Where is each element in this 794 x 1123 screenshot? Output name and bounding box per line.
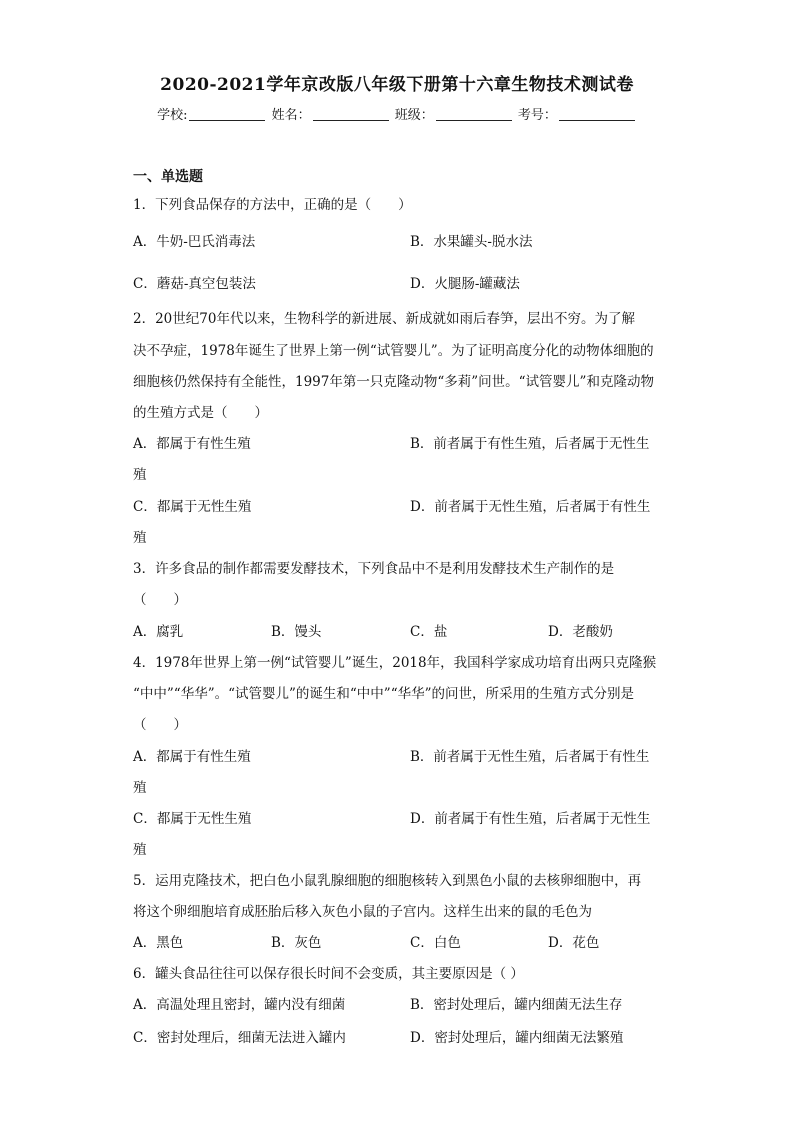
question-6-option-a[interactable]: A．高温处理且密封，罐内没有细菌: [133, 997, 346, 1013]
question-6-option-b[interactable]: B．密封处理后，罐内细菌无法生存: [410, 997, 623, 1013]
question-4-option-d-wrap: 殖: [133, 842, 147, 858]
question-4-stem-line-2: “中中”“华华”。“试管婴儿”的诞生和“中中”“华华”的问世，所采用的生殖方式分别是: [133, 686, 635, 702]
question-2-option-c[interactable]: C．都属于无性生殖: [133, 499, 252, 515]
question-5-option-a[interactable]: A．黑色: [133, 935, 184, 951]
school-blank[interactable]: [189, 107, 265, 121]
school-label: 学校:: [157, 108, 188, 123]
question-2-stem-line-2: 决不孕症，1978年诞生了世界上第一例“试管婴儿”。为了证明高度分化的动物体细胞的: [133, 343, 654, 359]
student-info-line: [0, 104, 794, 123]
question-4-option-d[interactable]: D．前者属于有性生殖，后者属于无性生: [410, 811, 651, 827]
question-1-option-b[interactable]: B．水果罐头-脱水法: [410, 234, 533, 250]
question-2-option-b-wrap: 殖: [133, 467, 147, 483]
question-5-option-b[interactable]: B．灰色: [271, 935, 322, 951]
question-2-stem-line-1: 2．20世纪70年代以来，生物科学的新进展、新成就如雨后春笋，层出不穷。为了解: [133, 311, 635, 327]
question-3-option-b[interactable]: B．馒头: [271, 624, 322, 640]
question-1-option-a[interactable]: A．牛奶-巴氏消毒法: [133, 234, 256, 250]
question-1-option-d[interactable]: D．火腿肠-罐藏法: [410, 276, 520, 292]
question-4-option-b-wrap: 殖: [133, 780, 147, 796]
question-3-option-a[interactable]: A．腐乳: [133, 624, 184, 640]
question-5-option-c[interactable]: C．白色: [410, 935, 461, 951]
exam-number-blank[interactable]: [559, 107, 635, 121]
name-label: 姓名：: [271, 108, 311, 123]
exam-title: 2020-2021学年京改版八年级下册第十六章生物技术测试卷: [160, 75, 634, 95]
question-3-option-c[interactable]: C．盐: [410, 624, 448, 640]
question-4-option-a[interactable]: A．都属于有性生殖: [133, 749, 251, 765]
question-6-option-d[interactable]: D．密封处理后，罐内细菌无法繁殖: [410, 1030, 624, 1046]
question-3-stem-line-1: 3．许多食品的制作都需要发酵技术，下列食品中不是利用发酵技术生产制作的是: [133, 561, 615, 577]
question-5-stem-line-1: 5．运用克隆技术，把白色小鼠乳腺细胞的细胞核转入到黑色小鼠的去核卵细胞中，再: [133, 873, 642, 889]
section-title: 一、单选题: [133, 169, 203, 185]
question-2-stem-line-4: 的生殖方式是（ ）: [133, 405, 268, 421]
exam-number-label: 考号：: [517, 108, 557, 123]
question-1-option-c[interactable]: C．蘑菇-真空包装法: [133, 276, 256, 292]
question-5-stem-line-2: 将这个卵细胞培育成胚胎后移入灰色小鼠的子宫内。这样生出来的鼠的毛色为: [133, 904, 592, 920]
question-6-option-c[interactable]: C．密封处理后，细菌无法进入罐内: [133, 1030, 346, 1046]
class-blank[interactable]: [436, 107, 512, 121]
question-3-option-d[interactable]: D．老酸奶: [548, 624, 613, 640]
question-2-option-d-wrap: 殖: [133, 530, 147, 546]
question-4-stem-line-1: 4．1978年世界上第一例“试管婴儿”诞生，2018年，我国科学家成功培育出两只克隆猴: [133, 655, 657, 671]
question-4-option-c[interactable]: C．都属于无性生殖: [133, 811, 252, 827]
name-blank[interactable]: [313, 107, 389, 121]
question-3-stem-line-2: （ ）: [133, 592, 187, 608]
question-5-option-d[interactable]: D．花色: [548, 935, 600, 951]
question-6-stem: 6．罐头食品往往可以保存很长时间不会变质，其主要原因是（ ）: [133, 966, 524, 982]
class-label: 班级：: [394, 108, 434, 123]
question-2-option-b[interactable]: B．前者属于有性生殖，后者属于无性生: [410, 436, 650, 452]
question-2-option-d[interactable]: D．前者属于无性生殖，后者属于有性生: [410, 499, 651, 515]
question-4-stem-line-3: （ ）: [133, 717, 187, 733]
question-2-stem-line-3: 细胞核仍然保持有全能性，1997年第一只克隆动物“多莉”问世。“试管婴儿”和克隆动物: [133, 374, 654, 390]
question-2-option-a[interactable]: A．都属于有性生殖: [133, 436, 251, 452]
question-1-stem: 1．下列食品保存的方法中，正确的是（ ）: [133, 197, 412, 213]
question-4-option-b[interactable]: B．前者属于无性生殖，后者属于有性生: [410, 749, 650, 765]
